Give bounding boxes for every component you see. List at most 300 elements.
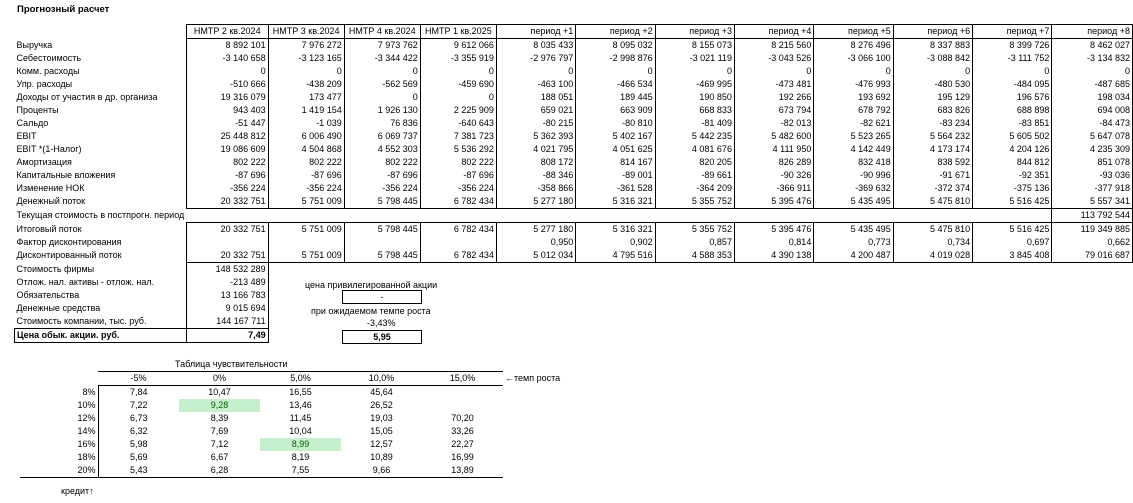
table-cell: 844 812: [973, 156, 1052, 169]
table-cell: 76 836: [344, 117, 420, 130]
table-cell: 4 021 795: [496, 143, 575, 156]
empty-cell: [576, 329, 655, 343]
table-cell: -3 140 658: [186, 52, 268, 65]
row-label: Выручка: [16, 39, 53, 50]
table-cell: 5 395 476: [734, 195, 813, 209]
table-cell: 0: [814, 65, 893, 78]
empty-cell: [496, 329, 575, 343]
table-cell: 8 035 433: [496, 39, 575, 53]
row-label: Упр. расходы: [16, 79, 73, 89]
table-cell: [420, 209, 496, 223]
empty-cell: [420, 315, 496, 329]
empty-cell: [268, 329, 344, 343]
pref-share-price: 5,95: [342, 330, 422, 344]
sensitivity-cell: 6,67: [210, 452, 229, 462]
table-cell: 6 069 737: [344, 130, 420, 143]
table-cell: 4 204 126: [973, 143, 1052, 156]
table-cell: 5 475 810: [893, 223, 972, 237]
table-cell: 4 173 174: [893, 143, 972, 156]
table-cell: -80 810: [576, 117, 655, 130]
table-cell: -3 123 165: [268, 52, 344, 65]
sensitivity-cell: 8,39: [210, 413, 229, 423]
table-cell: 832 418: [814, 156, 893, 169]
table-cell: 20 332 751: [186, 195, 268, 209]
sensitivity-cell: 19,03: [370, 413, 393, 423]
empty-cell: [893, 329, 972, 343]
table-cell: 851 078: [1052, 156, 1133, 169]
table-cell: 19 316 079: [186, 91, 268, 104]
row-label: EBIT: [16, 131, 37, 141]
table-cell: -2 998 876: [576, 52, 655, 65]
table-cell: [734, 209, 813, 223]
table-row: [15, 143, 1133, 156]
table-cell: 0: [655, 65, 734, 78]
table-cell: [814, 209, 893, 223]
table-cell: [420, 236, 496, 249]
sensitivity-cell: 10,04: [289, 426, 312, 436]
empty-cell: [734, 302, 813, 315]
table-cell: -90 996: [814, 169, 893, 182]
table-cell: 0,857: [655, 236, 734, 249]
table-row: [15, 91, 1133, 104]
empty-cell: [420, 263, 496, 277]
table-cell: 802 222: [344, 156, 420, 169]
table-cell: -91 671: [893, 169, 972, 182]
table-cell: 5 798 445: [344, 249, 420, 263]
table-cell: -438 209: [268, 78, 344, 91]
table-cell: -87 696: [268, 169, 344, 182]
sensitivity-cell: 7,55: [260, 464, 341, 478]
table-cell: 4 142 449: [814, 143, 893, 156]
empty-cell: [503, 386, 583, 400]
table-cell: 193 692: [814, 91, 893, 104]
table-cell: -469 995: [655, 78, 734, 91]
table-cell: 8 462 027: [1052, 39, 1133, 53]
table-cell: 808 172: [496, 156, 575, 169]
table-cell: -89 001: [576, 169, 655, 182]
empty-cell: [420, 302, 496, 315]
table-cell: 5 751 009: [268, 223, 344, 237]
sensitivity-cell: 10,47: [208, 387, 231, 397]
table-cell: 659 021: [496, 104, 575, 117]
table-cell: 4 235 309: [1052, 143, 1133, 156]
table-cell: 5 277 180: [496, 195, 575, 209]
table-cell: 5 442 235: [655, 130, 734, 143]
page-title: Прогнозный расчет: [17, 4, 110, 15]
table-cell: -3 111 752: [973, 52, 1052, 65]
table-cell: 683 826: [893, 104, 972, 117]
summary-value: 9 015 694: [186, 302, 268, 315]
table-cell: 2 225 909: [420, 104, 496, 117]
column-header: период +5: [814, 25, 893, 39]
empty-cell: [503, 399, 583, 412]
summary-value: 148 532 289: [186, 263, 268, 277]
table-cell: [344, 236, 420, 249]
table-cell: -87 696: [186, 169, 268, 182]
table-cell: -82 013: [734, 117, 813, 130]
table-cell: 8 892 101: [186, 39, 268, 53]
empty-cell: [344, 263, 420, 277]
table-cell: -93 036: [1052, 169, 1133, 182]
table-cell: 802 222: [268, 156, 344, 169]
table-cell: 196 576: [973, 91, 1052, 104]
table-cell: 6 782 434: [420, 223, 496, 237]
table-cell: -90 326: [734, 169, 813, 182]
table-cell: -81 409: [655, 117, 734, 130]
credit-rate: 14%: [20, 425, 98, 438]
table-cell: 0: [1052, 65, 1133, 78]
table-cell: 0: [420, 65, 496, 78]
sensitivity-header-row: [20, 372, 583, 386]
table-cell: [973, 209, 1052, 223]
table-cell: 0,950: [496, 236, 575, 249]
row-label: Денежный поток: [16, 196, 86, 207]
table-cell: 5 751 009: [268, 195, 344, 209]
table-cell: 79 016 687: [1052, 249, 1133, 263]
empty-cell: [268, 263, 344, 277]
table-cell: -3 088 842: [893, 52, 972, 65]
table-cell: 9 612 066: [420, 39, 496, 53]
column-header: НМТР 4 кв.2024: [344, 25, 420, 39]
empty-cell: [655, 276, 734, 289]
credit-rate: 20%: [20, 464, 98, 478]
empty-cell: [1052, 315, 1133, 329]
sensitivity-row: [20, 399, 583, 412]
table-cell: [186, 236, 268, 249]
empty-cell: [655, 315, 734, 329]
table-cell: 0: [496, 65, 575, 78]
summary-row: [15, 329, 1133, 343]
table-cell: -2 976 797: [496, 52, 575, 65]
table-row: [15, 104, 1133, 117]
sensitivity-cell: 7,12: [210, 439, 229, 449]
table-cell: 668 833: [655, 104, 734, 117]
table-cell: 0: [893, 65, 972, 78]
table-cell: 4 795 516: [576, 249, 655, 263]
table-cell: 0: [268, 65, 344, 78]
empty-cell: [496, 276, 575, 289]
sensitivity-cell: 9,66: [341, 464, 422, 478]
empty-cell: [420, 289, 496, 302]
sensitivity-cell: [422, 399, 503, 412]
terminal-row: [15, 209, 1133, 223]
table-cell: 189 445: [576, 91, 655, 104]
table-cell: -51 447: [186, 117, 268, 130]
summary-value: 7,49: [186, 329, 268, 343]
table-cell: 7 381 723: [420, 130, 496, 143]
row-label: Доходы от участия в др. организа: [16, 92, 158, 102]
row-label: Амортизация: [16, 157, 72, 167]
table-cell: 4 552 303: [344, 143, 420, 156]
table-cell: 5 402 167: [576, 130, 655, 143]
table-cell: 5 395 476: [734, 223, 813, 237]
column-header: НМТР 2 кв.2024: [186, 25, 268, 39]
table-cell: -83 234: [893, 117, 972, 130]
empty-cell: [503, 451, 583, 464]
table-cell: 5 355 752: [655, 195, 734, 209]
column-header: период +6: [893, 25, 972, 39]
empty-cell: [576, 302, 655, 315]
sensitivity-cell: 10,89: [370, 452, 393, 462]
summary-value: 144 167 711: [186, 315, 268, 329]
table-cell: 826 289: [734, 156, 813, 169]
empty-cell: [893, 263, 972, 277]
empty-cell: [1052, 276, 1133, 289]
table-cell: -3 021 119: [655, 52, 734, 65]
table-cell: 20 332 751: [186, 249, 268, 263]
sensitivity-cell: 9,28: [179, 399, 260, 412]
sensitivity-cell: 7,69: [210, 426, 229, 436]
table-cell: 192 266: [734, 91, 813, 104]
summary-label: Цена обык. акции. руб.: [15, 329, 187, 343]
growth-header: 15,0%: [422, 372, 503, 386]
table-cell: 5 316 321: [576, 223, 655, 237]
table-row: [15, 156, 1133, 169]
empty-cell: [734, 315, 813, 329]
table-cell: -364 209: [655, 182, 734, 195]
table-row: [15, 195, 1133, 209]
credit-note: кредит↑: [61, 486, 94, 496]
table-cell: 838 592: [893, 156, 972, 169]
table-cell: -80 215: [496, 117, 575, 130]
table-cell: 20 332 751: [186, 223, 268, 237]
table-cell: 3 845 408: [973, 249, 1052, 263]
empty-cell: [973, 263, 1052, 277]
column-header: период +2: [576, 25, 655, 39]
empty-cell: [893, 289, 972, 302]
table-cell: 0: [186, 65, 268, 78]
table-cell: [344, 209, 420, 223]
table-cell: -372 374: [893, 182, 972, 195]
table-cell: -89 661: [655, 169, 734, 182]
summary-label: Обязательства: [16, 290, 80, 300]
sensitivity-cell: 16,55: [289, 387, 312, 397]
header-corner: [15, 25, 187, 39]
empty-cell: [814, 302, 893, 315]
empty-cell: [503, 464, 583, 478]
table-cell: 4 111 950: [734, 143, 813, 156]
table-cell: -356 224: [186, 182, 268, 195]
table-cell: 0,814: [734, 236, 813, 249]
sensitivity-cell: 16,99: [451, 452, 474, 462]
table-cell: 0: [344, 91, 420, 104]
sensitivity-cell: 13,46: [289, 400, 312, 410]
table-cell: -83 851: [973, 117, 1052, 130]
table-cell: 5 435 495: [814, 195, 893, 209]
table-cell: 802 222: [420, 156, 496, 169]
table-cell: -361 528: [576, 182, 655, 195]
empty-cell: [655, 289, 734, 302]
empty-cell: [576, 263, 655, 277]
row-label: Изменение НОК: [16, 183, 85, 193]
growth-header: 5,0%: [260, 372, 341, 386]
table-row: [15, 78, 1133, 91]
empty-cell: [655, 302, 734, 315]
table-cell: -640 643: [420, 117, 496, 130]
table-cell: -466 534: [576, 78, 655, 91]
table-cell: 4 019 028: [893, 249, 972, 263]
table-cell: 5 482 600: [734, 130, 813, 143]
table-cell: 4 081 676: [655, 143, 734, 156]
table-row: [15, 182, 1133, 195]
column-header: период +3: [655, 25, 734, 39]
table-row: [15, 223, 1133, 237]
header-row: [15, 25, 1133, 39]
table-cell: 0,734: [893, 236, 972, 249]
table-cell: 8 399 726: [973, 39, 1052, 53]
table-cell: -562 569: [344, 78, 420, 91]
empty-cell: [973, 315, 1052, 329]
sensitivity-row: [20, 425, 583, 438]
summary-value: 13 166 783: [186, 289, 268, 302]
table-cell: 8 337 883: [893, 39, 972, 53]
empty-cell: [814, 329, 893, 343]
empty-cell: [893, 276, 972, 289]
empty-cell: [734, 263, 813, 277]
table-cell: -84 473: [1052, 117, 1133, 130]
row-label: Дисконтированный поток: [16, 250, 122, 261]
table-cell: 663 909: [576, 104, 655, 117]
row-label: Итоговый поток: [16, 223, 82, 234]
table-cell: [268, 236, 344, 249]
row-label: Капитальные вложения: [16, 170, 116, 180]
table-cell: 7 976 272: [268, 39, 344, 53]
table-cell: -3 066 100: [814, 52, 893, 65]
empty-cell: [734, 329, 813, 343]
table-cell: 0: [344, 65, 420, 78]
table-cell: 678 792: [814, 104, 893, 117]
empty-cell: [655, 329, 734, 343]
table-cell: 5 012 034: [496, 249, 575, 263]
table-cell: 195 129: [893, 91, 972, 104]
empty-cell: [893, 315, 972, 329]
table-row: [15, 117, 1133, 130]
sensitivity-cell: 5,43: [98, 464, 179, 478]
summary-row: [15, 263, 1133, 277]
credit-rate: 18%: [20, 451, 98, 464]
empty-cell: [496, 289, 575, 302]
sensitivity-cell: 15,05: [370, 426, 393, 436]
table-row: [15, 169, 1133, 182]
table-cell: 0,773: [814, 236, 893, 249]
table-cell: 4 051 625: [576, 143, 655, 156]
table-cell: [268, 209, 344, 223]
table-cell: 5 277 180: [496, 223, 575, 237]
table-cell: -473 481: [734, 78, 813, 91]
row-label: EBIT *(1-Налог): [16, 144, 82, 154]
table-cell: 5 435 495: [814, 223, 893, 237]
empty-cell: [576, 289, 655, 302]
empty-cell: [814, 276, 893, 289]
column-header: период +7: [973, 25, 1052, 39]
sensitivity-cell: 11,45: [289, 413, 312, 423]
sensitivity-cell: 7,22: [129, 400, 148, 410]
table-cell: 5 751 009: [268, 249, 344, 263]
table-cell: -87 696: [420, 169, 496, 182]
table-cell: -92 351: [973, 169, 1052, 182]
summary-value: -213 489: [186, 276, 268, 289]
table-cell: 5 523 265: [814, 130, 893, 143]
table-cell: -356 224: [268, 182, 344, 195]
table-cell: 7 973 762: [344, 39, 420, 53]
table-cell: -463 100: [496, 78, 575, 91]
credit-rate: 16%: [20, 438, 98, 451]
table-cell: -459 690: [420, 78, 496, 91]
sensitivity-row: [20, 464, 583, 478]
table-cell: [496, 209, 575, 223]
sensitivity-row: [20, 438, 583, 451]
empty-cell: [503, 425, 583, 438]
sensitivity-cell: 6,28: [179, 464, 260, 478]
empty-cell: [1052, 329, 1133, 343]
table-cell: 0: [576, 65, 655, 78]
table-row: [15, 65, 1133, 78]
table-cell: -487 685: [1052, 78, 1133, 91]
pref-price-value: -: [342, 290, 422, 304]
table-cell: 814 167: [576, 156, 655, 169]
table-cell: 5 536 292: [420, 143, 496, 156]
row-label: Сальдо: [16, 118, 49, 128]
empty-cell: [734, 289, 813, 302]
table-cell: -356 224: [420, 182, 496, 195]
table-cell: 188 051: [496, 91, 575, 104]
table-cell: -88 346: [496, 169, 575, 182]
table-cell: 5 564 232: [893, 130, 972, 143]
growth-header: -5%: [98, 372, 179, 386]
row-label: Фактор дисконтирования: [16, 237, 122, 247]
sensitivity-row: [20, 412, 583, 425]
empty-cell: [496, 263, 575, 277]
growth-label: при ожидаемом темпе роста: [311, 306, 431, 316]
sensitivity-cell: 45,64: [370, 387, 393, 397]
table-cell: [655, 209, 734, 223]
sensitivity-cell: 8,99: [260, 438, 341, 451]
table-cell: 694 008: [1052, 104, 1133, 117]
table-cell: 673 794: [734, 104, 813, 117]
sensitivity-corner: [20, 372, 98, 386]
empty-cell: [268, 315, 344, 329]
empty-cell: [893, 302, 972, 315]
table-cell: 5 798 445: [344, 223, 420, 237]
table-cell: 5 516 425: [973, 223, 1052, 237]
table-cell: 19 086 609: [186, 143, 268, 156]
column-header: период +4: [734, 25, 813, 39]
table-cell: -3 344 422: [344, 52, 420, 65]
summary-label: Денежные средства: [16, 303, 101, 313]
table-cell: 0,697: [973, 236, 1052, 249]
table-cell: 0: [973, 65, 1052, 78]
sensitivity-cell: 33,26: [451, 426, 474, 436]
growth-header: 0%: [179, 372, 260, 386]
table-cell: 25 448 812: [186, 130, 268, 143]
table-cell: [893, 209, 972, 223]
table-cell: [576, 209, 655, 223]
empty-cell: [503, 438, 583, 451]
summary-row: [15, 289, 1133, 302]
table-row: [15, 39, 1133, 53]
table-cell: -366 911: [734, 182, 813, 195]
column-header: период +8: [1052, 25, 1133, 39]
summary-row: [15, 302, 1133, 315]
credit-rate: 12%: [20, 412, 98, 425]
table-cell: 688 898: [973, 104, 1052, 117]
sensitivity-table: [20, 371, 583, 478]
sensitivity-row: [20, 451, 583, 464]
column-header: НМТР 3 кв.2024: [268, 25, 344, 39]
table-cell: 8 215 560: [734, 39, 813, 53]
empty-cell: [973, 329, 1052, 343]
table-cell: 4 390 138: [734, 249, 813, 263]
